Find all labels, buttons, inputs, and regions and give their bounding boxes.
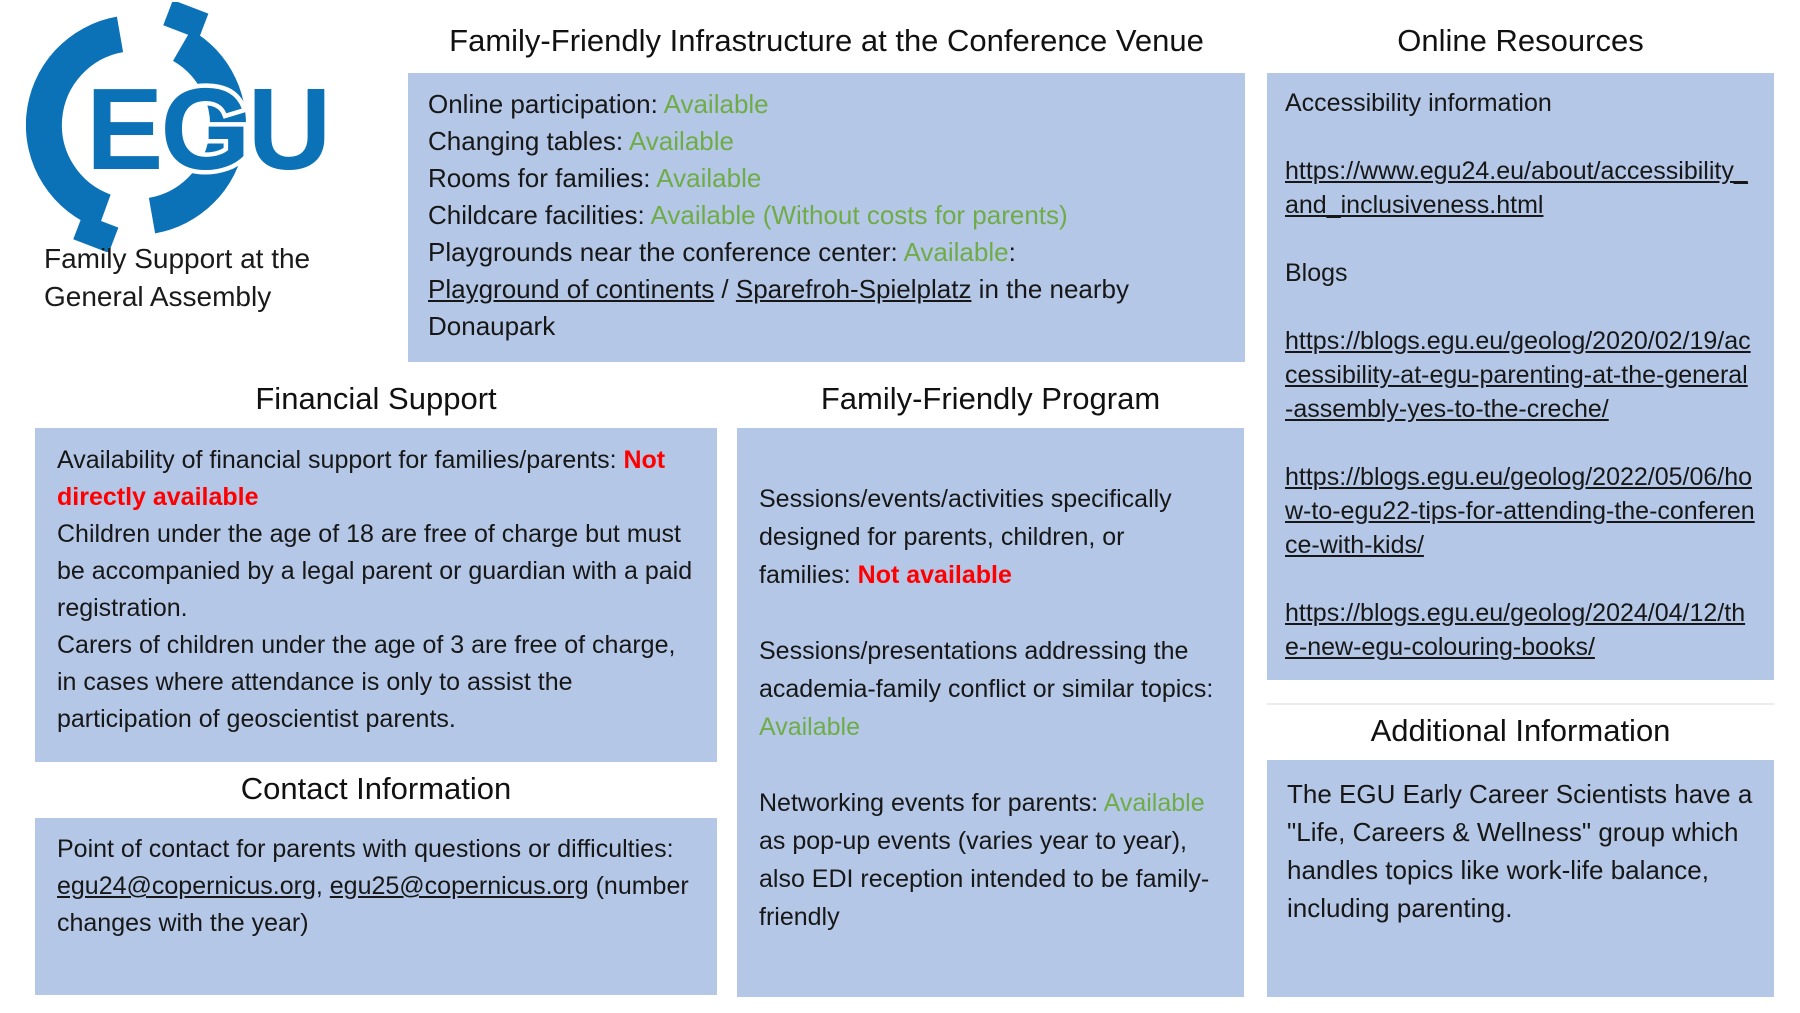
infra-playground-links xyxy=(428,271,1225,345)
financial-label: Availability of financial support for families/parents: xyxy=(57,446,624,474)
online-resources-panel xyxy=(1267,73,1774,680)
status-available: Available xyxy=(656,163,762,193)
program-sessions-line xyxy=(759,480,1222,594)
program-label: Sessions/events/activities specifically designed for parents, children, or families: xyxy=(759,485,1172,589)
playground-tail: in the nearby Donaupark xyxy=(428,274,1130,341)
additional-information-title: Additional Information xyxy=(1370,713,1671,748)
additional-text: The EGU Early Career Scientists have a "Life, Careers & Wellness" group which handles topics like work-life balance, including parenting. xyxy=(1287,779,1753,923)
email-egu24-link[interactable]: egu24@copernicus.org xyxy=(57,872,316,900)
email-separator: , xyxy=(315,872,330,900)
blog-link-line xyxy=(1285,324,1756,426)
spacer xyxy=(1285,426,1756,460)
infra-line-online-participation xyxy=(428,86,1225,123)
infrastructure-panel xyxy=(408,73,1245,362)
infra-label: Rooms for families: xyxy=(428,163,657,193)
logo-caption: Family Support at the General Assembly xyxy=(44,243,311,312)
status-available: Available xyxy=(1103,789,1205,817)
accessibility-link-line xyxy=(1285,154,1756,222)
contact-lead: Point of contact for parents with questions or difficulties: xyxy=(57,835,674,863)
playground-of-continents-link[interactable]: Playground of continents xyxy=(428,274,715,304)
logo-top-tab xyxy=(163,2,208,39)
program-label: Networking events for parents: xyxy=(759,789,1104,817)
financial-carers-line: Carers of children under the age of 3 are free of charge, in cases where attendance is only to assist the participation of geoscientist parents. xyxy=(57,631,676,733)
infra-line-playgrounds xyxy=(428,234,1225,271)
infrastructure-title: Family-Friendly Infrastructure at the Conference Venue xyxy=(449,23,1204,58)
contact-information-panel xyxy=(35,818,717,995)
infra-label: Online participation: xyxy=(428,89,664,119)
infra-line-changing-tables xyxy=(428,123,1225,160)
status-available: Available xyxy=(903,237,1009,267)
spacer xyxy=(1285,562,1756,596)
program-panel xyxy=(737,428,1244,997)
infra-label: Changing tables: xyxy=(428,126,629,156)
contact-information-title: Contact Information xyxy=(240,771,512,806)
spacer xyxy=(1285,120,1756,154)
infra-suffix: : xyxy=(1008,237,1016,267)
status-available: Available (Without costs for parents) xyxy=(650,200,1068,230)
online-resources-title: Online Resources xyxy=(1397,23,1644,58)
blog-link-line xyxy=(1285,460,1756,562)
sparefroh-spielplatz-link[interactable]: Sparefroh-Spielplatz xyxy=(735,274,972,304)
status-not-available: Not available xyxy=(857,561,1012,589)
financial-support-panel xyxy=(35,428,717,762)
infra-label: Playgrounds near the conference center: xyxy=(428,237,904,267)
financial-support-title: Financial Support xyxy=(255,381,497,416)
email-egu25-link[interactable]: egu25@copernicus.org xyxy=(329,872,589,900)
infra-line-rooms-for-families xyxy=(428,160,1225,197)
status-available: Available xyxy=(663,89,769,119)
logo-acronym: EGU xyxy=(86,64,329,194)
spacer xyxy=(1285,290,1756,324)
status-available: Available xyxy=(628,126,734,156)
blogs-heading: Blogs xyxy=(1285,259,1348,287)
status-not-available: Not directly available xyxy=(57,446,666,511)
blog-link-line xyxy=(1285,596,1756,664)
status-available: Available xyxy=(759,713,861,741)
program-presentations-line xyxy=(759,632,1222,746)
program-networking-line xyxy=(759,784,1222,936)
blog-link-2020[interactable]: https://blogs.egu.eu/geolog/2020/02/19/accessibility-at-egu-parenting-at-the-general-assembly-yes-to-the-creche/ xyxy=(1285,327,1751,423)
contact-tail: (number changes with the year) xyxy=(57,872,689,937)
infra-line-childcare xyxy=(428,197,1225,234)
financial-availability-line xyxy=(57,442,695,516)
program-networking-tail: as pop-up events (varies year to year), also EDI reception intended to be family-friendly xyxy=(759,827,1210,931)
program-label: Sessions/presentations addressing the academia-family conflict or similar topics: xyxy=(759,637,1214,703)
contact-text xyxy=(57,831,695,942)
program-title: Family-Friendly Program xyxy=(820,381,1161,416)
spacer xyxy=(1285,222,1756,256)
accessibility-link[interactable]: https://www.egu24.eu/about/accessibility_and_inclusiveness.html xyxy=(1285,157,1748,219)
infra-label: Childcare facilities: xyxy=(428,200,651,230)
financial-children-line: Children under the age of 18 are free of charge but must be accompanied by a legal parent or guardian with a paid registration. xyxy=(57,520,693,622)
accessibility-heading: Accessibility information xyxy=(1285,89,1552,117)
link-separator: / xyxy=(714,274,736,304)
column-divider xyxy=(1267,703,1774,705)
blog-link-2022[interactable]: https://blogs.egu.eu/geolog/2022/05/06/how-to-egu22-tips-for-attending-the-conference-with-kids/ xyxy=(1285,463,1755,559)
additional-information-panel xyxy=(1267,760,1774,997)
blog-link-2024[interactable]: https://blogs.egu.eu/geolog/2024/04/12/the-new-egu-colouring-books/ xyxy=(1285,599,1746,661)
egu-logo xyxy=(26,2,336,252)
